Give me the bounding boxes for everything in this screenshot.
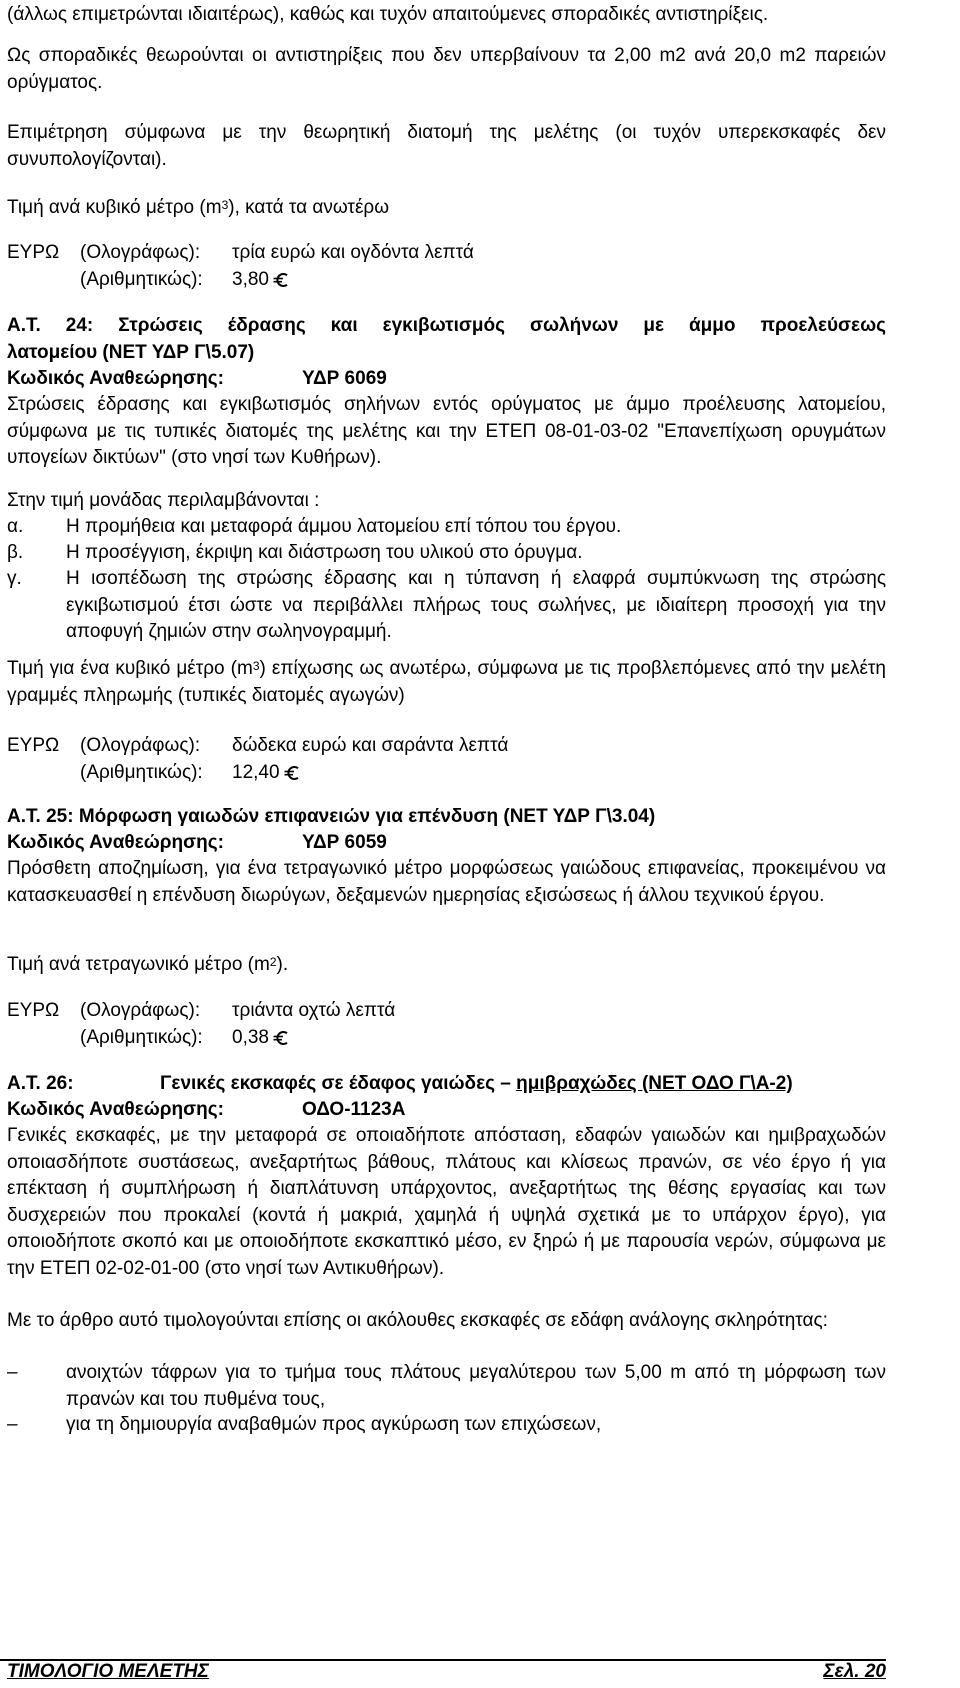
at24-price-num: 12,40 <box>232 760 300 786</box>
at26-bullet-text: ανοιχτών τάφρων για το τμήμα τους πλάτους μεγαλύτερου των 5,00 m από τη μόρφωση των πρανών και του πυθμένα τους, <box>66 1362 886 1410</box>
at26-code-value: ΟΔΟ-1123Α <box>302 1099 406 1120</box>
intro-price-currency: ΕΥΡΩ <box>7 242 60 263</box>
euro-icon <box>273 273 289 287</box>
at26-code-label: Κωδικός Αναθεώρησης: <box>7 1099 224 1120</box>
at24-title-line1: Α.Τ. 24: Στρώσεις έδρασης και εγκιβωτισμός σωλήνων με άμμο προελεύσεως <box>7 315 886 336</box>
at24-price-words: δώδεκα ευρώ και σαράντα λεπτά <box>232 735 509 756</box>
at24-item-mark: α. <box>7 516 24 537</box>
at26-bullet-text: για τη δημιουργία αναβαθμών προς αγκύρωση των επιχώσεων, <box>66 1414 602 1435</box>
at24-code-label: Κωδικός Αναθεώρησης: <box>7 368 224 389</box>
intro-price-num-label: (Αριθμητικώς): <box>80 269 203 290</box>
at24-price-unit: Τιμή για ένα κυβικό μέτρο $(m^3)$ επίχωσης ως ανωτέρω, σύμφωνα με τις προβλεπόμενες από την μελέτη γραμμές πληρωμής (τυπικές διατομές αγωγών) <box>7 658 886 706</box>
at25-code-label: Κωδικός Αναθεώρησης: <box>7 832 224 853</box>
at24-price-num-label: (Αριθμητικώς): <box>80 762 203 783</box>
at25-price-words: τριάντα οχτώ λεπτά <box>232 1000 396 1021</box>
intro-price-unit: Τιμή ανά κυβικό μέτρο $(m^3)$, κατά τα ανωτέρω <box>7 197 390 218</box>
at25-title: Α.Τ. 25: Μόρφωση γαιωδών επιφανειών για επένδυση (ΝΕΤ ΥΔΡ Γ\3.04) <box>7 806 656 827</box>
at24-price-currency: ΕΥΡΩ <box>7 735 60 756</box>
at26-bullet-mark: – <box>7 1414 18 1435</box>
at25-price-num: 0,38 <box>232 1025 289 1051</box>
intro-price-words: τρία ευρώ και ογδόντα λεπτά <box>232 242 474 263</box>
intro-price-num: 3,80 <box>232 267 289 293</box>
at25-price-currency: ΕΥΡΩ <box>7 1000 60 1021</box>
at25-price-num-label: (Αριθμητικώς): <box>80 1027 203 1048</box>
at26-title-prefix: Α.Τ. 26: <box>7 1073 74 1094</box>
intro-price-words-label: (Ολογράφως): <box>80 242 201 263</box>
at26-sentence: Με το άρθρο αυτό τιμολογούνται επίσης οι ακόλουθες εκσκαφές σε εδάφη ανάλογης σκληρότητας: <box>7 1310 828 1331</box>
at26-description: Γενικές εκσκαφές, με την μεταφορά σε οποιαδήποτε απόσταση, εδαφών γαιωδών και ημιβραχωδών οποιασδήποτε συστάσεως, ανεξαρτήτως βάθους, πλάτους και κλίσεως πρανών, σε νέο έργο ή για επέκταση ή συμπλήρωση ή διαπλάτυνση υπάρχοντος, ανεξαρτήτως της θέσης εργασίας και των δυσχερειών που προκαλεί (κοντά ή μακριά, χαμηλά ή υψηλά σχετικά με το υπάρχον έργο), για οποιοδήποτε σκοπό και με οποιοδήποτε εκσκαπτικό μέσο, εν ξηρώ ή με παρουσία νερών, σύμφωνα με την ΕΤΕΠ 02-02-01-00 (στο νησί των Αντικυθήρων). <box>7 1125 886 1279</box>
at24-item-text: Η προσέγγιση, έκριψη και διάστρωση του υλικού στο όρυγμα. <box>66 542 583 563</box>
at25-price-unit: Τιμή ανά τετραγωνικό μέτρο $(m^2)$. <box>7 954 289 975</box>
at26-bullet-mark: – <box>7 1362 18 1383</box>
at25-code-value: ΥΔΡ 6059 <box>302 832 387 853</box>
intro-line: (άλλως επιμετρώνται ιδιαιτέρως), καθώς και τυχόν απαιτούμενες σποραδικές αντιστηρίξεις. <box>7 4 769 25</box>
footer-page-number: Σελ. 20 <box>823 1661 886 1682</box>
euro-icon <box>284 766 300 780</box>
at24-item-text: Η προμήθεια και μεταφορά άμμου λατομείου επί τόπου του έργου. <box>66 516 622 537</box>
at24-item-mark: γ. <box>7 568 22 589</box>
footer-document-title: ΤΙΜΟΛΟΓΙΟ ΜΕΛΕΤΗΣ <box>7 1661 209 1682</box>
at24-title-line2: λατομείου (ΝΕΤ ΥΔΡ Γ\5.07) <box>7 342 255 363</box>
at24-price-words-label: (Ολογράφως): <box>80 735 201 756</box>
at24-item-text: Η ισοπέδωση της στρώσης έδρασης και η τύπανση ή ελαφρά συμπύκνωση της στρώσης εγκιβωτισμού έτσι ώστε να περιβάλλει πλήρως τους σωλήνες, με ιδιαίτερη προσοχή για την αποφυγή ζημιών στην σωληνογραμμή. <box>66 568 886 642</box>
at26-title: Γενικές εκσκαφές σε έδαφος γαιώδες – ημιβραχώδες (ΝΕΤ ΟΔΟ Γ\Α-2) <box>160 1073 793 1094</box>
at24-description: Στρώσεις έδρασης και εγκιβωτισμός σηλήνων εντός ορύγματος με άμμο προέλευσης λατομείου, σύμφωνα με τις τυπικές διατομές της μελέτης και την ΕΤΕΠ 08-01-03-02 "Επανεπίχωση ορυγμάτων υπογείων δικτύων" (στο νησί των Κυθήρων). <box>7 394 886 468</box>
intro-paragraph-2: Ως σποραδικές θεωρούνται οι αντιστηρίξεις που δεν υπερβαίνουν τα 2,00 m2 ανά 20,0 m2 παρειών ορύγματος. <box>7 45 886 93</box>
at25-price-words-label: (Ολογράφως): <box>80 1000 201 1021</box>
at25-description: Πρόσθετη αποζημίωση, για ένα τετραγωνικό μέτρο μορφώσεως γαιώδους επιφανείας, προκειμένου να κατασκευασθεί η επένδυση διωρύγων, δεξαμενών ημερησίας εξισώσεως ή άλλου τεχνικού έργου. <box>7 858 886 906</box>
at24-code-value: ΥΔΡ 6069 <box>302 368 387 389</box>
at24-includes-label: Στην τιμή μονάδας περιλαμβάνονται : <box>7 490 320 511</box>
at24-item-mark: β. <box>7 542 24 563</box>
euro-icon <box>273 1031 289 1045</box>
intro-paragraph-3: Επιμέτρηση σύμφωνα με την θεωρητική διατομή της μελέτης (οι τυχόν υπερεκσκαφές δεν συνυπολογίζονται). <box>7 122 886 170</box>
